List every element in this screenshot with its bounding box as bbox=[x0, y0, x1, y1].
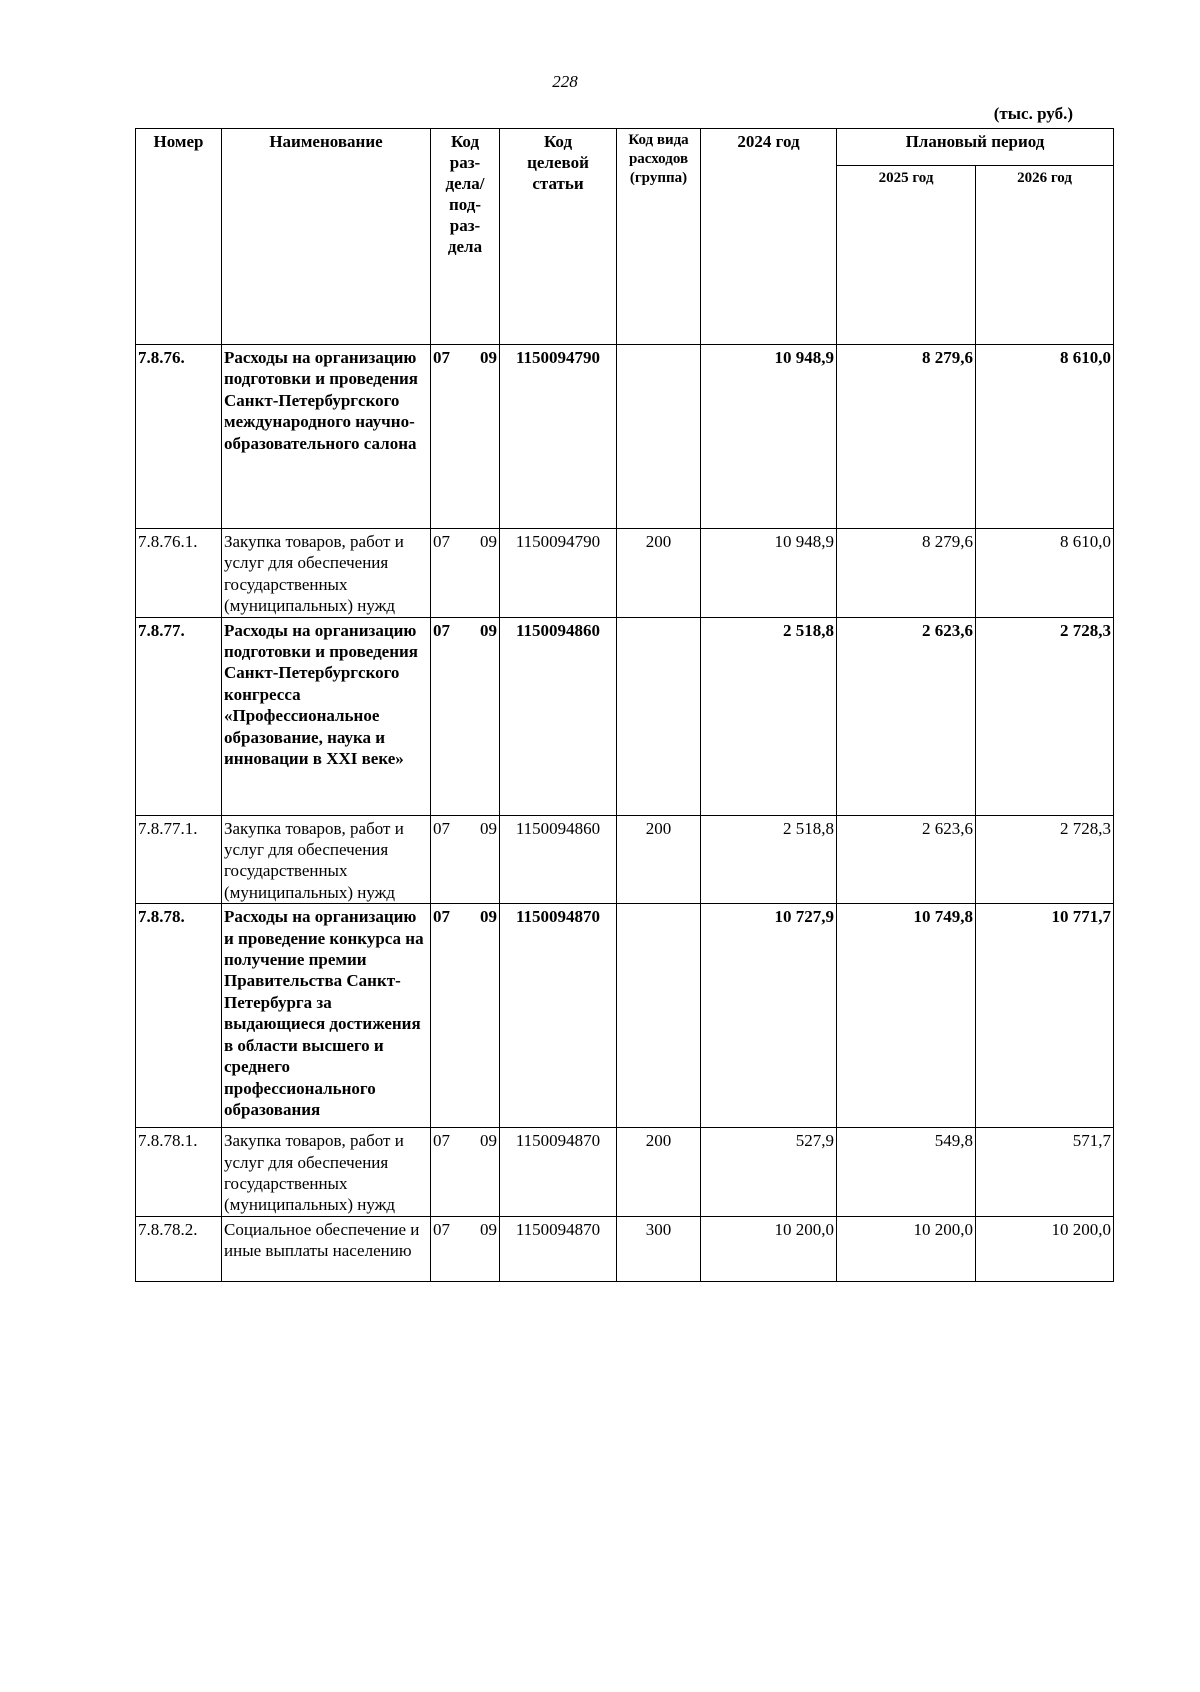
row-value-2024: 10 727,9 bbox=[701, 904, 837, 1128]
section-code-pair bbox=[433, 818, 497, 839]
row-number: 7.8.77. bbox=[136, 617, 222, 815]
section-code-pair bbox=[433, 531, 497, 552]
row-value-2026: 571,7 bbox=[976, 1128, 1114, 1217]
header-line: под- bbox=[448, 195, 482, 214]
row-value-2026: 2 728,3 bbox=[976, 815, 1114, 904]
budget-table bbox=[135, 128, 1114, 1282]
table-row bbox=[136, 617, 1114, 815]
header-line: расходов bbox=[628, 151, 689, 167]
row-expense-type bbox=[617, 904, 701, 1128]
row-target-code: 1150094870 bbox=[500, 1216, 617, 1281]
row-number: 7.8.78.1. bbox=[136, 1128, 222, 1217]
row-target-code: 1150094790 bbox=[500, 529, 617, 618]
header-line: целевой bbox=[527, 153, 589, 172]
row-section-code bbox=[431, 529, 500, 618]
row-value-2025: 10 200,0 bbox=[837, 1216, 976, 1281]
row-section-code bbox=[431, 1128, 500, 1217]
row-value-2026: 2 728,3 bbox=[976, 617, 1114, 815]
row-name: Расходы на организацию подготовки и проведения Санкт-Петербургского конгресса «Профессиональное образование, наука и инновации в XXI веке» bbox=[222, 617, 431, 815]
section-code-pair bbox=[433, 620, 497, 641]
row-expense-type: 300 bbox=[617, 1216, 701, 1281]
row-section-code bbox=[431, 1216, 500, 1281]
row-value-2024: 527,9 bbox=[701, 1128, 837, 1217]
header-line: Код вида bbox=[628, 132, 689, 148]
header-line: (группа) bbox=[629, 170, 688, 186]
row-number: 7.8.78. bbox=[136, 904, 222, 1128]
section-code: 07 bbox=[433, 1131, 450, 1151]
row-section-code bbox=[431, 345, 500, 529]
row-value-2026: 10 771,7 bbox=[976, 904, 1114, 1128]
row-number: 7.8.76. bbox=[136, 345, 222, 529]
table-row bbox=[136, 529, 1114, 618]
row-name: Закупка товаров, работ и услуг для обеспечения государственных (муниципальных) нужд bbox=[222, 529, 431, 618]
subsection-code: 09 bbox=[480, 1131, 497, 1151]
subsection-code: 09 bbox=[480, 348, 497, 367]
header-line: дела/ bbox=[445, 174, 485, 193]
row-number: 7.8.78.2. bbox=[136, 1216, 222, 1281]
row-expense-type: 200 bbox=[617, 1128, 701, 1217]
section-code: 07 bbox=[433, 907, 450, 927]
section-code-pair bbox=[433, 347, 497, 368]
header-year-2025: 2025 год bbox=[837, 166, 976, 345]
row-value-2025: 549,8 bbox=[837, 1128, 976, 1217]
header-line: Код bbox=[450, 132, 480, 151]
row-section-code bbox=[431, 815, 500, 904]
row-target-code: 1150094860 bbox=[500, 815, 617, 904]
row-expense-type: 200 bbox=[617, 815, 701, 904]
header-row bbox=[136, 129, 1114, 166]
section-code-pair bbox=[433, 906, 497, 927]
table-body bbox=[136, 345, 1114, 1282]
header-line: раз- bbox=[449, 216, 481, 235]
header-target-code bbox=[500, 129, 617, 345]
section-code: 07 bbox=[433, 818, 450, 838]
subsection-code: 09 bbox=[480, 620, 497, 640]
section-code: 07 bbox=[433, 620, 450, 640]
section-code: 07 bbox=[433, 532, 450, 551]
subsection-code: 09 bbox=[480, 907, 497, 927]
table-row bbox=[136, 345, 1114, 529]
header-line: дела bbox=[447, 237, 483, 256]
header-line: раз- bbox=[449, 153, 481, 172]
page-number: 228 bbox=[552, 72, 578, 91]
row-name: Закупка товаров, работ и услуг для обеспечения государственных (муниципальных) нужд bbox=[222, 1128, 431, 1217]
row-value-2026: 10 200,0 bbox=[976, 1216, 1114, 1281]
header-planned-period: Плановый период bbox=[837, 129, 1114, 166]
table-row bbox=[136, 904, 1114, 1128]
row-target-code: 1150094790 bbox=[500, 345, 617, 529]
section-code-pair bbox=[433, 1130, 497, 1151]
row-name: Расходы на организацию и проведение конкурса на получение премии Правительства Санкт-Петербурга за выдающиеся достижения в области высшего и среднего профессионального образования bbox=[222, 904, 431, 1128]
row-value-2024: 2 518,8 bbox=[701, 617, 837, 815]
row-value-2025: 10 749,8 bbox=[837, 904, 976, 1128]
row-expense-type bbox=[617, 617, 701, 815]
row-section-code bbox=[431, 617, 500, 815]
row-value-2026: 8 610,0 bbox=[976, 345, 1114, 529]
table-row bbox=[136, 1128, 1114, 1217]
row-value-2025: 8 279,6 bbox=[837, 345, 976, 529]
row-value-2024: 10 948,9 bbox=[701, 345, 837, 529]
row-value-2024: 10 200,0 bbox=[701, 1216, 837, 1281]
units-label: (тыс. руб.) bbox=[993, 104, 1073, 123]
subsection-code: 09 bbox=[480, 1219, 497, 1239]
row-section-code bbox=[431, 904, 500, 1128]
row-name: Закупка товаров, работ и услуг для обеспечения государственных (муниципальных) нужд bbox=[222, 815, 431, 904]
header-line: статьи bbox=[532, 174, 584, 193]
header-year-2026: 2026 год bbox=[976, 166, 1114, 345]
table-row bbox=[136, 815, 1114, 904]
section-code: 07 bbox=[433, 348, 450, 367]
row-target-code: 1150094870 bbox=[500, 904, 617, 1128]
row-number: 7.8.76.1. bbox=[136, 529, 222, 618]
row-number: 7.8.77.1. bbox=[136, 815, 222, 904]
table-row bbox=[136, 1216, 1114, 1281]
header-number: Номер bbox=[136, 129, 222, 345]
row-expense-type bbox=[617, 345, 701, 529]
row-name: Социальное обеспечение и иные выплаты населению bbox=[222, 1216, 431, 1281]
header-section-code bbox=[431, 129, 500, 345]
header-year-2024: 2024 год bbox=[701, 129, 837, 345]
row-value-2026: 8 610,0 bbox=[976, 529, 1114, 618]
header-line: Код bbox=[543, 132, 573, 151]
row-expense-type: 200 bbox=[617, 529, 701, 618]
row-value-2025: 2 623,6 bbox=[837, 617, 976, 815]
header-name: Наименование bbox=[222, 129, 431, 345]
row-target-code: 1150094870 bbox=[500, 1128, 617, 1217]
row-target-code: 1150094860 bbox=[500, 617, 617, 815]
row-value-2025: 8 279,6 bbox=[837, 529, 976, 618]
row-value-2024: 10 948,9 bbox=[701, 529, 837, 618]
subsection-code: 09 bbox=[480, 532, 497, 551]
section-code-pair bbox=[433, 1219, 497, 1240]
subsection-code: 09 bbox=[480, 818, 497, 838]
header-expense-type bbox=[617, 129, 701, 345]
row-value-2024: 2 518,8 bbox=[701, 815, 837, 904]
row-name: Расходы на организацию подготовки и проведения Санкт-Петербургского международного научно-образовательного салона bbox=[222, 345, 431, 529]
section-code: 07 bbox=[433, 1219, 450, 1239]
row-value-2025: 2 623,6 bbox=[837, 815, 976, 904]
